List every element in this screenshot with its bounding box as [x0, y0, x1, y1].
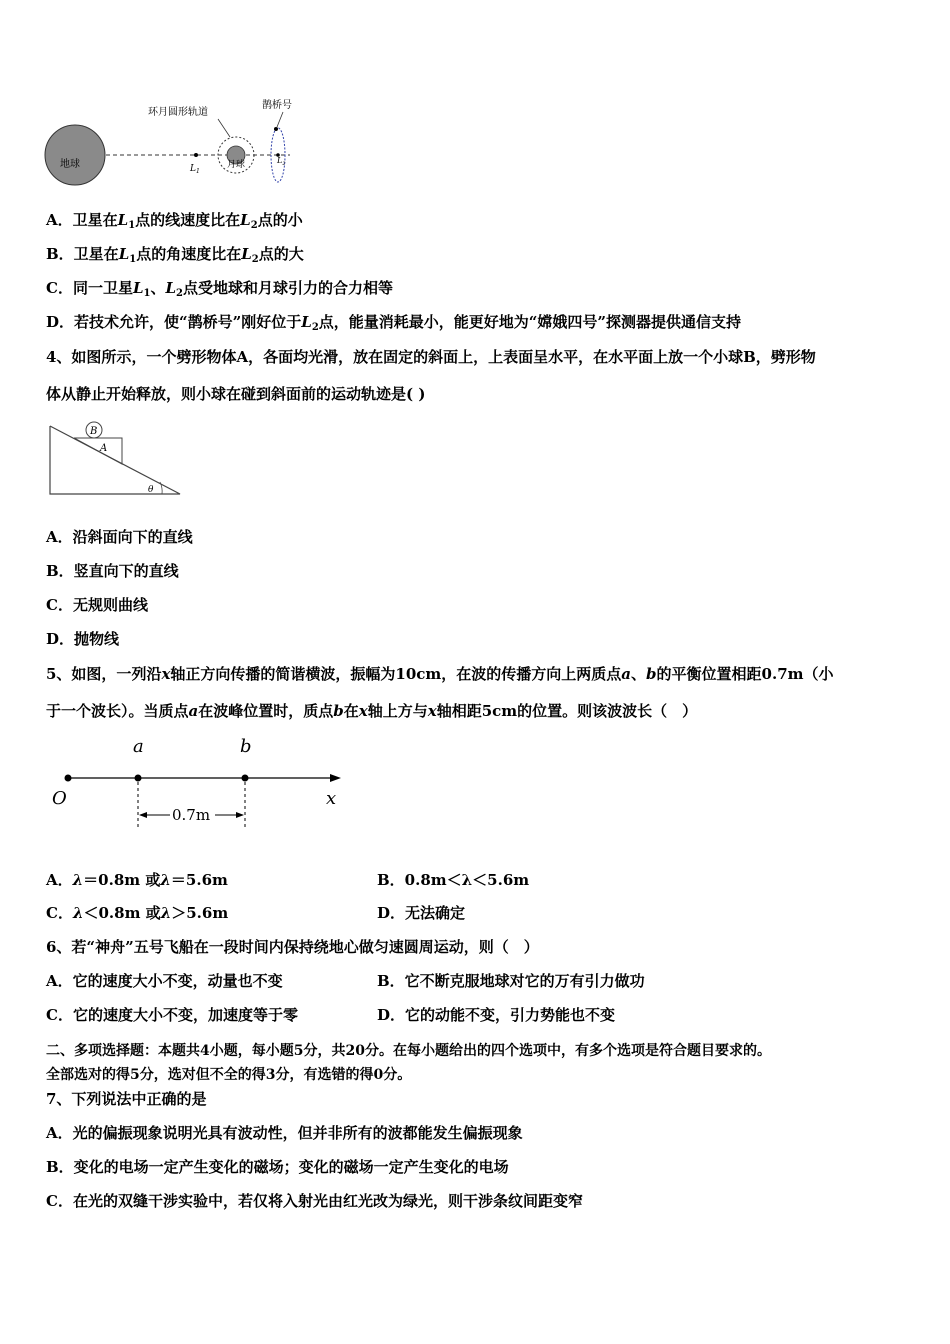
q7-option-b: B．变化的电场一定产生变化的磁场；变化的磁场一定产生变化的电场 [46, 1158, 509, 1176]
q5-option-b: B．0.8m＜λ＜5.6m [377, 871, 530, 889]
relay-label: 鹊桥号 [262, 100, 292, 111]
point-a-label: a [133, 736, 144, 757]
q5-stem-line2: 于一个波长）。当质点a在波峰位置时，质点b在x轴上方与x轴相距5cm的位置。则该波波长（ ） [46, 702, 698, 720]
section2-line2: 全部选对的得5分，选对但不全的得3分，有选错的得0分。 [46, 1067, 412, 1083]
origin-label: O [52, 788, 67, 809]
wedge-block [74, 438, 122, 464]
distance-arrowhead-right [236, 812, 244, 818]
point-b-label: b [240, 736, 252, 757]
q3-option-b: B．卫星在$L_1$点的角速度比在$L_2$点的大 [46, 245, 304, 265]
l2-label: $L_2$ [277, 156, 286, 167]
q3-option-a: A．卫星在$L_1$点的线速度比在$L_2$点的小 [46, 211, 303, 231]
q4-option-b: B．竖直向下的直线 [46, 562, 179, 580]
point-b [242, 775, 249, 782]
q5-option-d: D．无法确定 [377, 904, 466, 922]
angle-label: θ [148, 485, 154, 495]
wedge-figure [48, 420, 188, 500]
origin-point [65, 775, 72, 782]
q5-option-a: A．λ＝0.8m 或λ＝5.6m [46, 871, 228, 889]
point-a [135, 775, 142, 782]
q6-option-c: C．它的速度大小不变，加速度等于零 [46, 1006, 298, 1024]
section2-line1: 二、多项选择题：本题共4小题，每小题5分，共20分。在每小题给出的四个选项中，有多个选项是符合题目要求的。 [46, 1043, 771, 1059]
x-axis-arrow [330, 774, 341, 782]
q4-option-d: D．抛物线 [46, 630, 120, 648]
q4-option-c: C．无规则曲线 [46, 596, 148, 614]
q6-option-d: D．它的动能不变，引力势能也不变 [377, 1006, 616, 1024]
earth-circle [45, 125, 105, 185]
distance-label: 0.7m [172, 806, 211, 824]
q6-option-a: A．它的速度大小不变，动量也不变 [46, 972, 283, 990]
earth-moon-figure [40, 95, 310, 195]
q4-stem-line2: 体从静止开始释放，则小球在碰到斜面前的运动轨迹是( ) [46, 385, 426, 403]
x-axis-label: x [326, 788, 337, 809]
q5-stem-line1: 5、如图，一列沿x轴正方向传播的简谐横波，振幅为10cm，在波的传播方向上两质点a、b的平衡位置相距0.7m（小 [46, 665, 834, 683]
q5-option-c: C．λ＜0.8m 或λ＞5.6m [46, 904, 229, 922]
q4-option-a: A．沿斜面向下的直线 [46, 528, 193, 546]
relay-leader-line [277, 112, 283, 127]
q7-option-c: C．在光的双缝干涉实验中，若仅将入射光由红光改为绿光，则干涉条纹间距变窄 [46, 1192, 583, 1210]
relay-satellite-point [274, 127, 278, 131]
q6-option-b: B．它不断克服地球对它的万有引力做功 [377, 972, 645, 990]
orbit-leader-line [218, 119, 230, 137]
q4-stem-line1: 4、如图所示，一个劈形物体A，各面均光滑，放在固定的斜面上，上表面呈水平，在水平面上放一个小球B，劈形物 [46, 348, 816, 366]
q3-option-c: C．同一卫星$L_1$、$L_2$点受地球和月球引力的合力相等 [46, 279, 394, 299]
l1-point [194, 153, 198, 157]
q6-stem: 6、若“神舟”五号飞船在一段时间内保持绕地心做匀速圆周运动，则（ ） [46, 938, 539, 956]
wave-axis-figure [48, 732, 348, 837]
l1-label: $L_1$ [190, 164, 200, 175]
earth-label: 地球 [60, 159, 80, 170]
wedge-label: A [100, 443, 108, 454]
orbit-label: 环月圆形轨道 [148, 107, 208, 118]
q7-option-a: A．光的偏振现象说明光具有波动性，但并非所有的波都能发生偏振现象 [46, 1124, 523, 1142]
q7-stem: 7、下列说法中正确的是 [46, 1090, 207, 1108]
moon-label: 月球 [227, 160, 246, 170]
distance-arrowhead-left [139, 812, 147, 818]
ball-label: B [90, 426, 98, 437]
q3-option-d: D．若技术允许，使“鹊桥号”刚好位于$L_2$点，能量消耗最小，能更好地为“嫦娥四号”探测器提供通信支持 [46, 313, 742, 333]
